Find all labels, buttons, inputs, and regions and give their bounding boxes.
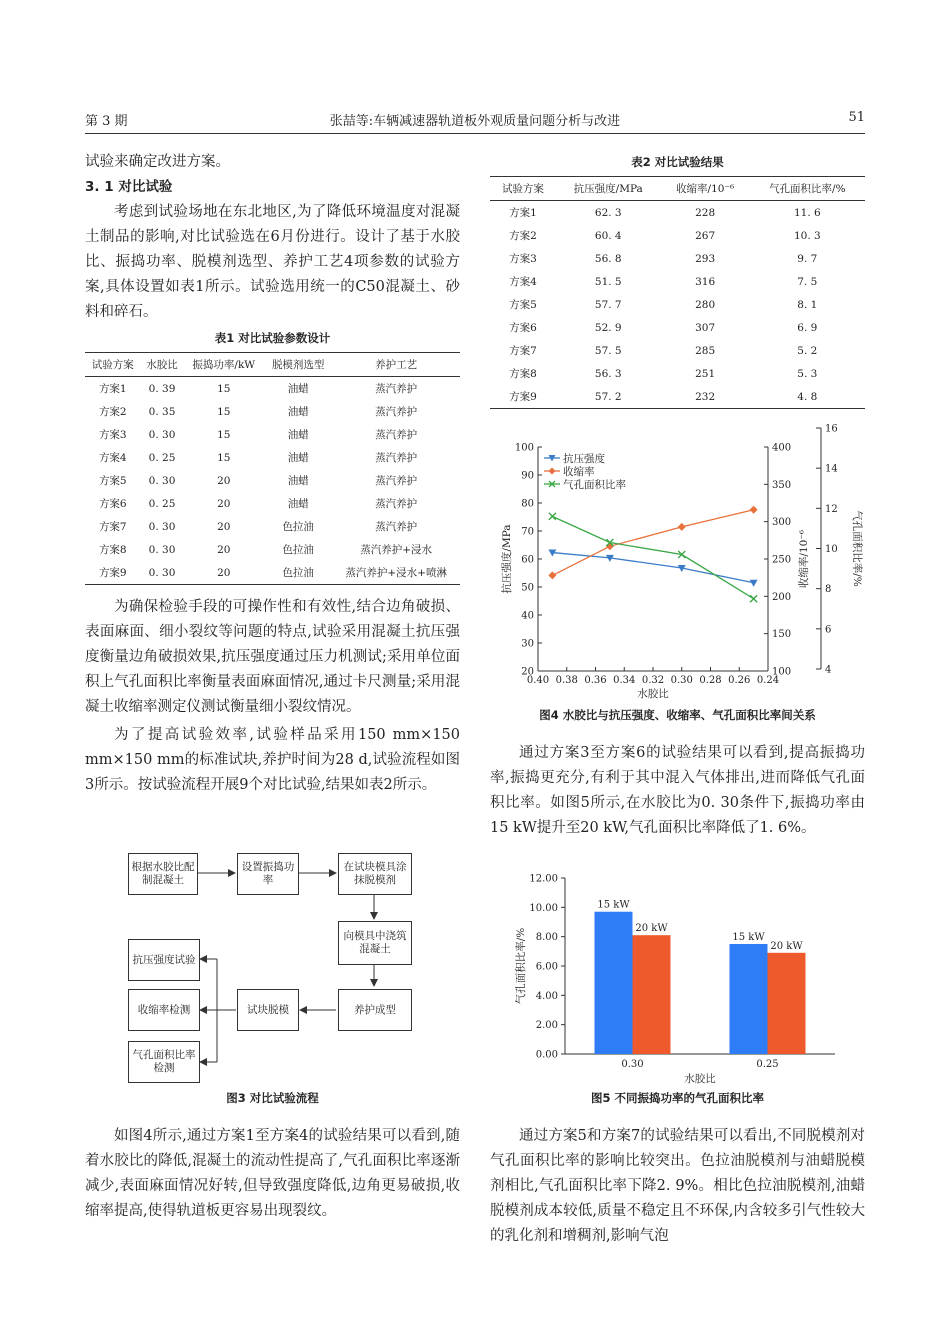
table-cell: 方案5 (98, 475, 127, 487)
table-cell: 15 (217, 382, 231, 395)
y-axis-label-left: 抗压强度/MPa (501, 524, 513, 594)
x-tick-label: 0.25 (756, 1059, 779, 1070)
table-cell: 油蜡 (287, 406, 309, 418)
table-cell: 蒸汽养护 (375, 521, 418, 533)
table-header-row (85, 353, 460, 377)
table-cell: 方案6 (98, 498, 127, 510)
table-row (490, 316, 865, 339)
y-tick-label: 10.00 (529, 902, 558, 914)
table-cell: 0. 30 (148, 543, 176, 556)
y-tick-label-right2: 4 (825, 664, 832, 676)
table-row (490, 362, 865, 385)
x-axis-label: 水胶比 (637, 688, 669, 700)
flow-step-porosity-test: 气孔面积比率检测 (128, 1041, 200, 1083)
table-cell: 20 (183, 561, 264, 585)
table-cell: 色拉油 (282, 544, 314, 556)
table-row (85, 492, 460, 515)
figure3-caption: 图3 对比试验流程 (226, 1091, 319, 1105)
table-row (85, 469, 460, 492)
flow-step-demold: 试块脱模 (237, 989, 299, 1031)
running-title: 张喆等:车辆减速器轨道板外观质量问题分析与改进 (329, 114, 621, 129)
table-cell: 307 (695, 321, 716, 334)
bar-label: 15 kW (597, 899, 630, 911)
table-cell: 方案7 (509, 345, 537, 357)
table-cell: 57. 7 (594, 298, 622, 311)
y-tick-label-right1: 400 (772, 442, 792, 454)
flow-step-release-agent: 在试块模具涂抹脱模剂 (338, 853, 412, 895)
x-tick-label: 0.38 (555, 675, 578, 686)
table-row (85, 446, 460, 469)
data-point (750, 595, 757, 602)
table-cell: 9. 7 (797, 252, 818, 265)
bar-label: 15 kW (732, 932, 765, 943)
series-line-3 (552, 516, 753, 598)
table-cell: 56. 3 (594, 367, 622, 380)
table-cell: 10. 3 (793, 229, 821, 242)
table-cell: 蒸汽养护+浸水 (360, 544, 433, 556)
y-tick-label-left: 100 (514, 442, 534, 454)
table-cell: 蒸汽养护 (375, 406, 418, 418)
table-cell: 57. 2 (556, 385, 661, 409)
table-cell: 4. 8 (750, 385, 865, 409)
bar-label: 20 kW (770, 940, 803, 952)
table-cell: 方案2 (98, 406, 127, 418)
table-cell: 267 (695, 229, 716, 242)
table-cell: 285 (695, 344, 716, 357)
bar (633, 935, 671, 1054)
paragraph: 通过方案3至方案6的试验结果可以看到,提高振捣功率,振捣更充分,有利于其中混入气体排出,进而降低气孔面积比率。如图5所示,在水胶比为0. 30条件下,振捣功率由15 kW提升至20 kW,气孔面积比率降低了1. 6%。 (490, 745, 865, 836)
y-tick-label-right1: 300 (772, 517, 792, 529)
paragraph: 通过方案5和方案7的试验结果可以看出,不同脱模剂对气孔面积比率的影响比较突出。色拉油脱模剂与油蜡脱模剂相比,气孔面积比率下降2. 9%。相比色拉油脱模剂,油蜡脱模剂成本较低,质量不稳定且不环保,内含较多引气性较大的乳化剂和增稠剂,影响气泡 (490, 1128, 865, 1244)
table-cell: 232 (661, 385, 750, 409)
table-cell: 8. 1 (797, 298, 818, 311)
table-cell: 56. 8 (594, 252, 622, 265)
y-tick-label: 6.00 (535, 961, 558, 973)
y-tick-label: 0.00 (535, 1049, 558, 1061)
paragraph: 为了提高试验效率,试验样品采用150 mm×150 mm×150 mm的标准试块,养护时间为28 d,试验流程如图3所示。按试验流程开展9个对比试验,结果如表2所示。 (85, 727, 460, 793)
table-cell: 62. 3 (594, 206, 622, 219)
table-cell: 油蜡 (287, 475, 309, 487)
table1 (85, 352, 460, 585)
table-row (85, 538, 460, 561)
y-tick-label-right1: 150 (772, 629, 792, 641)
table2-caption: 表2 对比试验结果 (631, 155, 724, 169)
right-column-mid (490, 741, 865, 841)
x-tick-label: 0.30 (621, 1059, 644, 1070)
table-cell: 方案8 (509, 368, 537, 380)
table-cell: 11. 6 (793, 206, 821, 219)
y-tick-label-right1: 100 (772, 666, 792, 678)
table-cell: 6. 9 (797, 321, 818, 334)
table-row (85, 377, 460, 401)
column-header: 试验方案 (490, 177, 556, 201)
data-point (750, 506, 758, 514)
section-heading: 3. 1 对比试验 (85, 179, 173, 195)
paragraph: 考虑到试验场地在东北地区,为了降低环境温度对混凝土制品的影响,对比试验选在6月份进行。设计了基于水胶比、振捣功率、脱模剂选型、养护工艺4项参数的试验方案,具体设置如表1所示。试验选用统一的C50混凝土、砂料和碎石。 (85, 204, 460, 320)
table-cell: 方案5 (509, 299, 537, 311)
table-row (85, 423, 460, 446)
y-axis-label: 气孔面积比率/% (515, 927, 527, 1005)
x-axis-label: 水胶比 (684, 1073, 716, 1085)
column-header: 脱模剂选型 (264, 353, 332, 377)
table-row (85, 400, 460, 423)
table-cell: 60. 4 (594, 229, 622, 242)
table-cell: 0. 30 (148, 428, 176, 441)
paragraph: 为确保检验手段的可操作性和有效性,结合边角破损、表面麻面、细小裂纹等问题的特点,试验采用混凝土抗压强度衡量边角破损效果,抗压强度通过压力机测试;采用单位面积上气孔面积比率衡量表面麻面情况,通过卡尺测量;采用混凝土收缩率测定仪测试衡量细小裂纹情况。 (85, 599, 460, 715)
table-cell: 15 (217, 405, 231, 418)
y-tick-label-right2: 14 (825, 463, 838, 475)
table-cell: 方案7 (98, 521, 127, 533)
table-cell: 蒸汽养护 (375, 383, 418, 395)
legend-label: 气孔面积比率 (563, 479, 626, 491)
table-cell: 油蜡 (287, 498, 309, 510)
flow-step-strength-test: 抗压强度试验 (128, 939, 200, 981)
y-tick-label: 8.00 (535, 932, 558, 944)
column-header: 水胶比 (141, 353, 184, 377)
table-cell: 方案9 (85, 561, 141, 585)
data-point (750, 580, 758, 587)
table-cell: 20 (217, 543, 231, 556)
table2 (490, 176, 865, 409)
y-axis-label-right2: 气孔面积比率/% (851, 510, 863, 587)
page-number: 51 (848, 110, 865, 125)
y-tick-label-left: 80 (521, 498, 534, 510)
table-cell: 方案6 (509, 322, 537, 334)
table-cell: 57. 5 (594, 344, 622, 357)
table-cell: 0. 25 (148, 497, 176, 510)
table-cell: 方案4 (98, 452, 127, 464)
table-cell: 油蜡 (287, 383, 309, 395)
table-cell: 20 (217, 474, 231, 487)
y-tick-label-left: 50 (521, 582, 534, 594)
x-tick-label: 0.36 (584, 675, 607, 686)
table-cell: 5. 3 (797, 367, 818, 380)
flow-step-vibration: 设置振捣功率 (237, 853, 299, 895)
figure4-caption: 图4 水胶比与抗压强度、收缩率、气孔面积比率间关系 (539, 708, 816, 722)
y-tick-label: 2.00 (535, 1020, 558, 1032)
y-tick-label-left: 60 (521, 554, 534, 566)
y-tick-label-left: 40 (521, 610, 534, 622)
table-row (490, 339, 865, 362)
y-tick-label-right2: 8 (825, 584, 832, 596)
table-cell: 20 (217, 497, 231, 510)
table-cell: 方案1 (509, 207, 537, 219)
bar (595, 912, 633, 1054)
column-header: 收缩率/10⁻⁶ (661, 177, 750, 201)
legend-marker (549, 468, 556, 475)
table-row (85, 561, 460, 585)
table-row (490, 270, 865, 293)
table1-caption: 表1 对比试验参数设计 (214, 331, 331, 345)
table-cell: 51. 5 (594, 275, 622, 288)
table-cell: 0. 30 (148, 520, 176, 533)
y-tick-label: 12.00 (529, 873, 558, 885)
table-cell: 293 (695, 252, 716, 265)
table-cell: 色拉油 (264, 561, 332, 585)
legend-label: 收缩率 (563, 466, 595, 478)
table-row (490, 247, 865, 270)
table-row (490, 201, 865, 225)
legend-label: 抗压强度 (563, 453, 605, 465)
left-column (85, 150, 460, 325)
table-cell: 油蜡 (287, 429, 309, 441)
paragraph: 如图4所示,通过方案1至方案4的试验结果可以看到,随着水胶比的降低,混凝土的流动性提高了,气孔面积比率逐渐减少,表面麻面情况好转,但导致强度降低,边角更易破损,收缩率提高,使得轨道板更容易出现裂纹。 (85, 1128, 460, 1219)
table-cell: 52. 9 (594, 321, 622, 334)
y-tick-label-right1: 200 (772, 591, 792, 603)
table-cell: 蒸汽养护+浸水+喷淋 (332, 561, 460, 585)
flow-step-curing: 养护成型 (338, 989, 412, 1031)
y-axis-label-right1: 收缩率/10⁻⁶ (798, 529, 810, 589)
table-cell: 228 (695, 206, 716, 219)
table-cell: 油蜡 (287, 452, 309, 464)
y-tick-label-left: 70 (521, 526, 534, 538)
series-line-1 (552, 553, 753, 583)
table-cell: 7. 5 (797, 275, 818, 288)
column-header: 气孔面积比率/% (750, 177, 865, 201)
flow-step-pour: 向模具中浇筑混凝土 (338, 921, 412, 965)
table-header-row (490, 177, 865, 201)
table-cell: 方案9 (490, 385, 556, 409)
x-tick-label: 0.26 (728, 675, 751, 686)
data-point (549, 513, 556, 520)
x-tick-label: 0.28 (699, 675, 722, 686)
left-column-mid (85, 595, 460, 798)
series-line-2 (552, 510, 753, 576)
table-cell: 15 (217, 451, 231, 464)
table-cell: 方案4 (509, 276, 537, 288)
table-row (490, 293, 865, 316)
table-row (490, 385, 865, 409)
table-cell: 蒸汽养护 (375, 452, 418, 464)
header-rule (85, 133, 865, 134)
table-cell: 251 (695, 367, 716, 380)
table-cell: 0. 39 (148, 382, 176, 395)
column-header: 振捣功率/kW (183, 353, 264, 377)
table-cell: 蒸汽养护 (375, 475, 418, 487)
table-cell: 0. 30 (141, 561, 184, 585)
right-column-bottom (490, 1124, 865, 1249)
table-cell: 方案1 (98, 383, 127, 395)
table-cell: 色拉油 (282, 521, 314, 533)
y-tick-label-right2: 12 (825, 503, 838, 515)
y-tick-label-right2: 6 (825, 624, 832, 636)
column-header: 抗压强度/MPa (556, 177, 661, 201)
y-tick-label-right2: 10 (825, 544, 838, 555)
bar (768, 953, 806, 1054)
y-tick-label-left: 30 (521, 638, 534, 650)
table-cell: 方案3 (509, 253, 537, 265)
paragraph: 试验来确定改进方案。 (85, 154, 230, 170)
table-cell: 方案8 (98, 544, 127, 556)
table-cell: 蒸汽养护 (375, 429, 418, 441)
y-tick-label-right2: 16 (825, 423, 838, 435)
figure5-bar-chart (510, 866, 845, 1088)
data-point (548, 571, 556, 579)
x-tick-label: 0.40 (526, 675, 550, 686)
data-point (678, 523, 686, 531)
table-cell: 316 (695, 275, 716, 288)
table-cell: 0. 30 (148, 474, 176, 487)
y-tick-label-right1: 250 (772, 554, 792, 566)
y-tick-label-left: 20 (521, 666, 534, 678)
table-cell: 15 (217, 428, 231, 441)
x-tick-label: 0.24 (756, 675, 780, 686)
column-header: 养护工艺 (332, 353, 460, 377)
issue-number: 第 3 期 (85, 114, 128, 129)
bar (730, 944, 768, 1054)
bar-label: 20 kW (635, 923, 668, 935)
figure5-caption: 图5 不同振捣功率的气孔面积比率 (590, 1091, 764, 1105)
y-tick-label-right1: 350 (772, 479, 792, 491)
table-cell: 0. 35 (148, 405, 176, 418)
table-cell: 蒸汽养护 (375, 498, 418, 510)
figure4-line-chart (490, 420, 865, 705)
table-cell: 20 (217, 520, 231, 533)
flow-step-mix-concrete: 根据水胶比配制混凝土 (128, 853, 198, 895)
y-tick-label-left: 90 (521, 470, 534, 482)
flow-step-shrinkage-test: 收缩率检测 (128, 989, 200, 1031)
column-header: 试验方案 (85, 353, 141, 377)
left-column-bottom (85, 1124, 460, 1224)
x-tick-label: 0.32 (641, 675, 665, 686)
table-cell: 5. 2 (797, 344, 818, 357)
y-tick-label: 4.00 (535, 990, 558, 1002)
table-row (85, 515, 460, 538)
table-cell: 0. 25 (148, 451, 176, 464)
table-cell: 方案2 (509, 230, 537, 242)
x-tick-label: 0.34 (613, 675, 636, 686)
table-cell: 方案3 (98, 429, 127, 441)
table-row (490, 224, 865, 247)
table-cell: 280 (695, 298, 716, 311)
x-tick-label: 0.30 (670, 675, 693, 686)
